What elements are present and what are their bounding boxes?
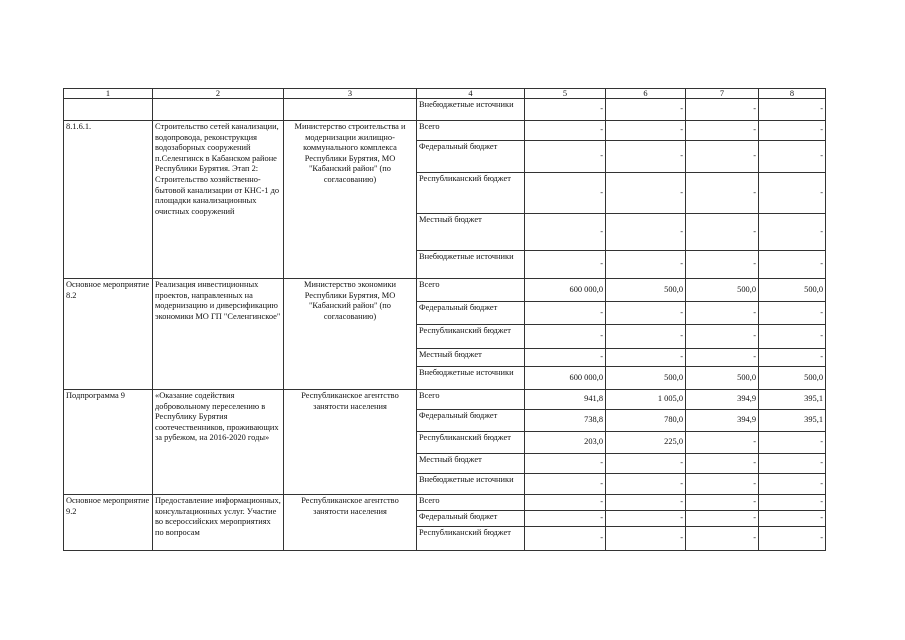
funding-source-cell: Всего [417, 121, 525, 141]
value-cell: - [606, 474, 686, 495]
value-cell: - [606, 302, 686, 325]
row-title-cell [153, 99, 284, 121]
funding-source-cell: Республиканский бюджет [417, 527, 525, 551]
header-cell: 3 [284, 89, 417, 99]
row-title-cell: Реализация инвестиционных проектов, направленных на модернизацию и диверсификацию экономики МО ГП "Селенгинское" [153, 279, 284, 390]
value-cell: 394,9 [686, 410, 759, 432]
value-cell: 500,0 [759, 367, 826, 390]
row-responsible-cell [284, 99, 417, 121]
value-cell: - [606, 349, 686, 367]
value-cell: - [606, 141, 686, 173]
value-cell: - [525, 99, 606, 121]
value-cell: - [686, 251, 759, 279]
value-cell: - [606, 511, 686, 527]
funding-source-cell: Всего [417, 495, 525, 511]
budget-table [63, 88, 826, 551]
value-cell: - [759, 302, 826, 325]
header-cell: 6 [606, 89, 686, 99]
value-cell: - [525, 302, 606, 325]
value-cell: 395,1 [759, 390, 826, 410]
row-code-cell [64, 99, 153, 121]
value-cell: 500,0 [606, 367, 686, 390]
value-cell: - [606, 527, 686, 551]
funding-source-cell: Местный бюджет [417, 349, 525, 367]
funding-source-cell: Внебюджетные источники [417, 474, 525, 495]
header-cell: 2 [153, 89, 284, 99]
value-cell: - [525, 121, 606, 141]
value-cell: 225,0 [606, 432, 686, 454]
funding-source-cell: Республиканский бюджет [417, 432, 525, 454]
funding-source-cell: Всего [417, 390, 525, 410]
table-row [64, 390, 826, 410]
value-cell: - [686, 141, 759, 173]
value-cell: - [759, 527, 826, 551]
value-cell: - [525, 325, 606, 349]
value-cell: - [686, 474, 759, 495]
funding-source-cell: Федеральный бюджет [417, 410, 525, 432]
value-cell: - [759, 474, 826, 495]
value-cell: - [759, 173, 826, 214]
value-cell: 941,8 [525, 390, 606, 410]
value-cell: - [759, 251, 826, 279]
value-cell: - [759, 141, 826, 173]
header-cell: 8 [759, 89, 826, 99]
value-cell: - [686, 527, 759, 551]
header-cell: 1 [64, 89, 153, 99]
value-cell: - [525, 141, 606, 173]
row-code-cell: Основное мероприятие 8.2 [64, 279, 153, 390]
value-cell: - [686, 349, 759, 367]
value-cell: - [759, 214, 826, 251]
value-cell: 1 005,0 [606, 390, 686, 410]
value-cell: - [525, 251, 606, 279]
table-row [64, 279, 826, 302]
value-cell: - [606, 121, 686, 141]
value-cell: - [686, 173, 759, 214]
value-cell: 395,1 [759, 410, 826, 432]
funding-source-cell: Федеральный бюджет [417, 141, 525, 173]
value-cell: - [686, 214, 759, 251]
value-cell: 394,9 [686, 390, 759, 410]
row-code-cell: 8.1.6.1. [64, 121, 153, 279]
funding-source-cell: Федеральный бюджет [417, 302, 525, 325]
value-cell: - [759, 454, 826, 474]
value-cell: - [525, 511, 606, 527]
value-cell: - [686, 432, 759, 454]
value-cell: - [686, 325, 759, 349]
header-row [64, 89, 826, 99]
value-cell: - [525, 173, 606, 214]
header-cell: 5 [525, 89, 606, 99]
value-cell: 500,0 [606, 279, 686, 302]
row-title-cell: Предоставление информационных, консультационных услуг. Участие во всероссийских мероприятиях по вопросам [153, 495, 284, 551]
funding-source-cell: Местный бюджет [417, 214, 525, 251]
funding-source-cell: Внебюджетные источники [417, 251, 525, 279]
value-cell: 738,8 [525, 410, 606, 432]
table-row [64, 121, 826, 141]
table-row [64, 495, 826, 511]
value-cell: - [606, 454, 686, 474]
value-cell: - [686, 511, 759, 527]
value-cell: - [686, 495, 759, 511]
value-cell: - [525, 474, 606, 495]
value-cell: - [759, 349, 826, 367]
value-cell: - [686, 302, 759, 325]
value-cell: 780,0 [606, 410, 686, 432]
value-cell: - [686, 454, 759, 474]
row-title-cell: «Оказание содействия добровольному переселению в Республику Бурятия соотечественников, проживающих за рубежом, на 2016-2020 годы» [153, 390, 284, 495]
row-code-cell: Основное мероприятие 9.2 [64, 495, 153, 551]
value-cell: 500,0 [759, 279, 826, 302]
header-cell: 4 [417, 89, 525, 99]
value-cell: 600 000,0 [525, 367, 606, 390]
table-row [64, 99, 826, 121]
funding-source-cell: Республиканский бюджет [417, 325, 525, 349]
value-cell: - [759, 121, 826, 141]
row-responsible-cell: Министерство строительства и модернизации жилищно-коммунального комплекса Республики Бурятия, МО "Кабанский район" (по согласованию) [284, 121, 417, 279]
value-cell: - [525, 454, 606, 474]
value-cell: 500,0 [686, 279, 759, 302]
value-cell: - [606, 495, 686, 511]
header-cell: 7 [686, 89, 759, 99]
value-cell: - [606, 173, 686, 214]
value-cell: - [759, 325, 826, 349]
value-cell: - [759, 432, 826, 454]
row-title-cell: Строительство сетей канализации, водопровода, реконструкция водозаборных сооружений п.Селенгинск в Кабанском районе Республики Бурятия. Этап 2: Строительство хозяйственно-бытовой канализации от КНС-1 до площадки канализационных очистных сооружений [153, 121, 284, 279]
value-cell: - [759, 99, 826, 121]
funding-source-cell: Внебюджетные источники [417, 367, 525, 390]
value-cell: - [525, 214, 606, 251]
value-cell: - [606, 214, 686, 251]
value-cell: - [525, 527, 606, 551]
funding-source-cell: Внебюджетные источники [417, 99, 525, 121]
value-cell: - [759, 511, 826, 527]
funding-source-cell: Всего [417, 279, 525, 302]
row-code-cell: Подпрограмма 9 [64, 390, 153, 495]
value-cell: - [606, 251, 686, 279]
value-cell: - [525, 349, 606, 367]
row-responsible-cell: Министерство экономики Республики Бурятия, МО "Кабанский район" (по согласованию) [284, 279, 417, 390]
value-cell: - [686, 99, 759, 121]
value-cell: 500,0 [686, 367, 759, 390]
value-cell: 203,0 [525, 432, 606, 454]
value-cell: - [606, 99, 686, 121]
value-cell: - [759, 495, 826, 511]
funding-source-cell: Местный бюджет [417, 454, 525, 474]
funding-source-cell: Республиканский бюджет [417, 173, 525, 214]
funding-source-cell: Федеральный бюджет [417, 511, 525, 527]
row-responsible-cell: Республиканское агентство занятости населения [284, 390, 417, 495]
value-cell: 600 000,0 [525, 279, 606, 302]
value-cell: - [606, 325, 686, 349]
row-responsible-cell: Республиканское агентство занятости населения [284, 495, 417, 551]
value-cell: - [525, 495, 606, 511]
value-cell: - [686, 121, 759, 141]
